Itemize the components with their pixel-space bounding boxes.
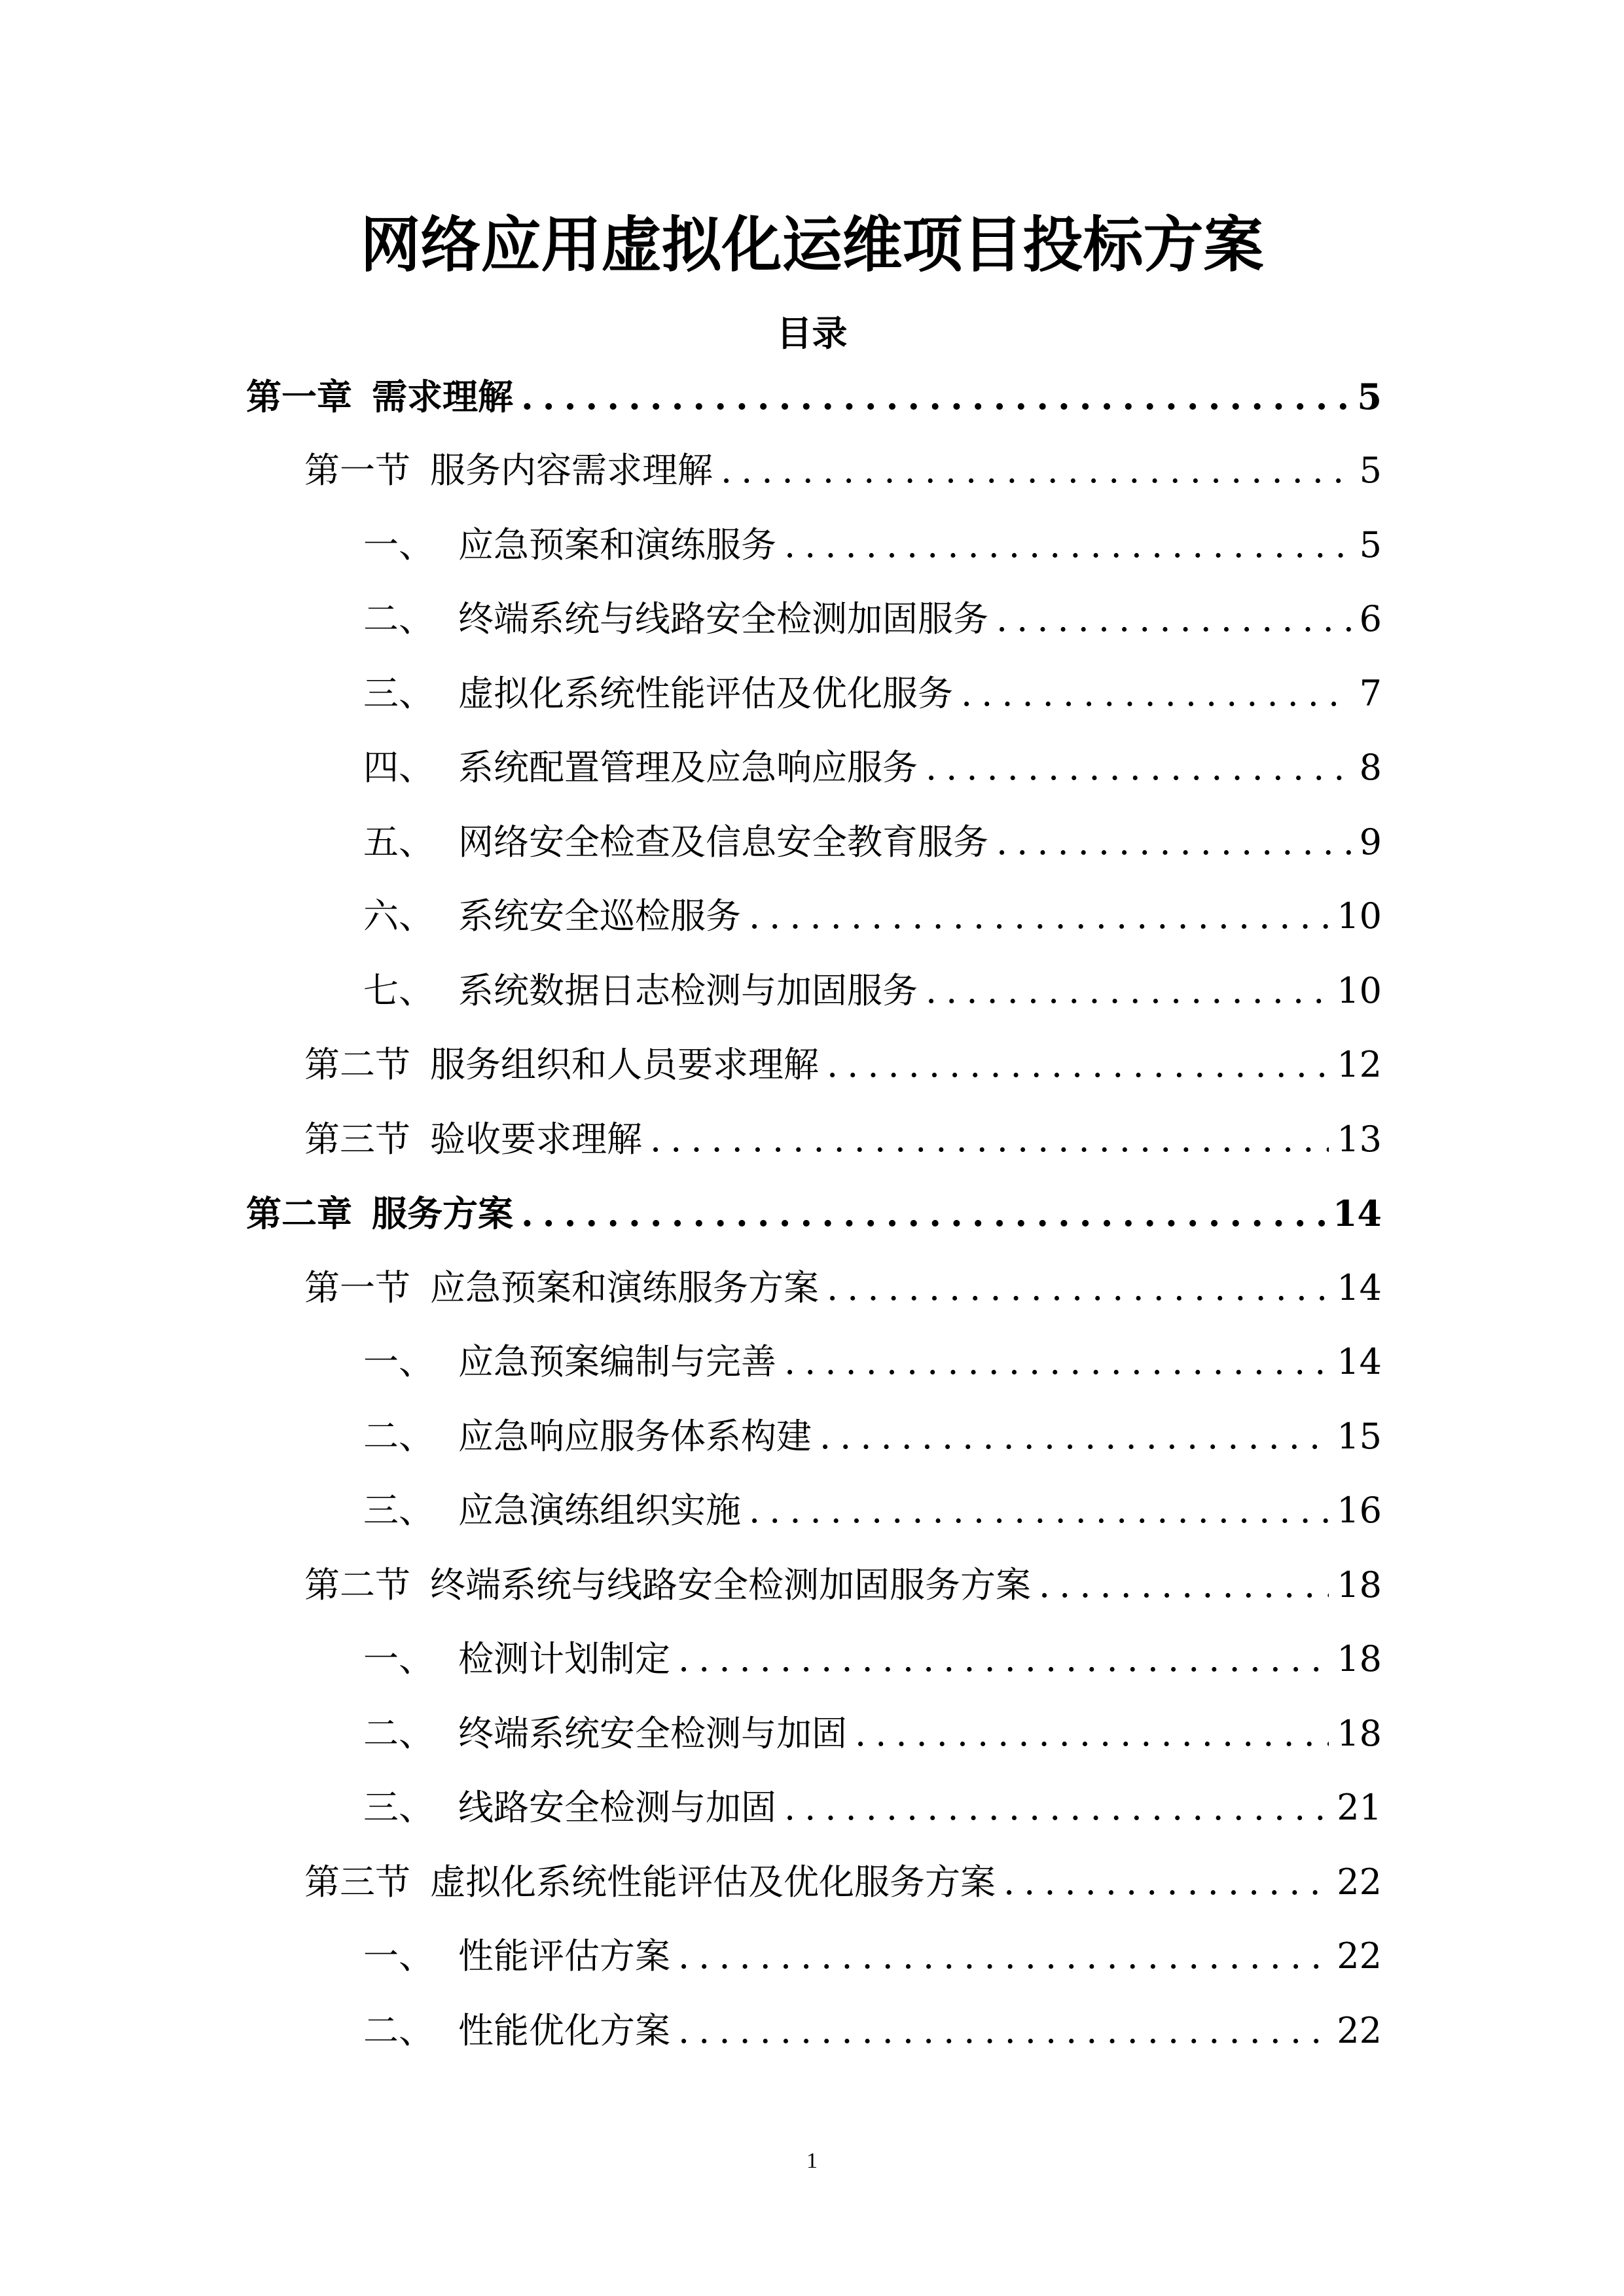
toc-entry-page: 14 [1337, 1267, 1382, 1308]
toc-entry-page: 7 [1359, 673, 1382, 714]
toc-entry-number: 三、 [363, 1787, 434, 1828]
toc-entry-page: 22 [1337, 2010, 1382, 2051]
toc-leader-dots [820, 1404, 1329, 1469]
toc-leader-dots [961, 661, 1352, 726]
toc-entry-subsection[interactable] [363, 810, 1382, 875]
toc-entry-number: 一、 [363, 1638, 434, 1679]
toc-leader-dots [749, 1478, 1329, 1543]
toc-entry-page: 5 [1359, 524, 1382, 565]
toc-entry-number: 七、 [363, 970, 434, 1011]
toc-entry-number: 五、 [363, 821, 434, 863]
toc-leader-dots [749, 884, 1329, 949]
toc-entry-number: 第二章 [246, 1193, 352, 1234]
toc-entry-page: 21 [1337, 1787, 1382, 1828]
toc-entry-number: 第一节 [304, 1267, 410, 1308]
toc-entry-title: 服务组织和人员要求理解 [430, 1044, 819, 1085]
toc-leader-dots [678, 1626, 1329, 1692]
toc-leader-dots [784, 1329, 1329, 1395]
toc-entry-section[interactable] [304, 1255, 1382, 1321]
toc-entry-page: 10 [1337, 895, 1382, 937]
toc-entry-page: 6 [1359, 598, 1382, 639]
toc-entry-title: 终端系统与线路安全检测加固服务方案 [430, 1564, 1031, 1605]
toc-entry-page: 5 [1357, 376, 1382, 418]
toc-leader-dots [521, 1181, 1325, 1246]
toc-entry-section[interactable] [304, 1032, 1382, 1098]
toc-entry-section[interactable] [304, 1552, 1382, 1618]
toc-leader-dots [827, 1032, 1329, 1098]
toc-leader-dots [1039, 1552, 1329, 1618]
toc-entry-page: 22 [1337, 1935, 1382, 1977]
toc-entry-number: 二、 [363, 2010, 434, 2051]
toc-entry-title: 服务方案 [372, 1193, 513, 1234]
toc-entry-page: 8 [1359, 747, 1382, 788]
toc-entry-section[interactable] [304, 438, 1382, 503]
toc-entry-number: 一、 [363, 524, 434, 565]
toc-entry-title: 系统配置管理及应急响应服务 [458, 747, 918, 788]
toc-leader-dots [784, 1775, 1329, 1840]
toc-entry-title: 检测计划制定 [458, 1638, 670, 1679]
toc-entry-number: 六、 [363, 895, 434, 937]
toc-entry-number: 四、 [363, 747, 434, 788]
toc-entry-subsection[interactable] [363, 1404, 1382, 1469]
toc-entry-number: 第一节 [304, 450, 410, 491]
toc-entry-number: 第三节 [304, 1861, 410, 1903]
toc-entry-number: 二、 [363, 1416, 434, 1457]
toc-entry-page: 14 [1332, 1193, 1382, 1234]
toc-leader-dots [827, 1255, 1329, 1321]
toc-leader-dots [926, 958, 1329, 1024]
toc-leader-dots [650, 1107, 1329, 1172]
toc-entry-title: 网络安全检查及信息安全教育服务 [458, 821, 988, 863]
toc-entry-page: 13 [1337, 1119, 1382, 1160]
toc-entry-number: 三、 [363, 1490, 434, 1531]
toc-entry-title: 应急演练组织实施 [458, 1490, 741, 1531]
toc-entry-page: 12 [1337, 1044, 1382, 1085]
toc-entry-page: 10 [1337, 970, 1382, 1011]
toc-leader-dots [855, 1701, 1329, 1767]
toc-entry-subsection[interactable] [363, 1478, 1382, 1543]
toc-entry-number: 第二节 [304, 1044, 410, 1085]
toc-entry-page: 15 [1337, 1416, 1382, 1457]
toc-entry-page: 18 [1337, 1638, 1382, 1679]
toc-entry-title: 验收要求理解 [430, 1119, 642, 1160]
toc-entry-page: 22 [1337, 1861, 1382, 1903]
toc-entry-title: 性能评估方案 [458, 1935, 670, 1977]
toc-entry-subsection[interactable] [363, 1701, 1382, 1767]
toc-entry-title: 终端系统安全检测与加固 [458, 1713, 847, 1754]
toc-entry-subsection[interactable] [363, 1924, 1382, 1989]
toc-entry-number: 二、 [363, 1713, 434, 1754]
toc-leader-dots [678, 1924, 1329, 1989]
page-number: 1 [806, 2149, 818, 2173]
toc-leader-dots [721, 438, 1352, 503]
toc-entry-page: 18 [1337, 1713, 1382, 1754]
document-title: 网络应用虚拟化运维项目投标方案 [360, 210, 1264, 280]
toc-entry-title: 应急响应服务体系构建 [458, 1416, 812, 1457]
toc-entry-number: 三、 [363, 673, 434, 714]
toc-heading: 目录 [776, 313, 848, 354]
toc-leader-dots [784, 512, 1352, 578]
toc-entry-page: 18 [1337, 1564, 1382, 1605]
toc-entry-number: 第二节 [304, 1564, 410, 1605]
toc-leader-dots [521, 364, 1349, 429]
toc-leader-dots [678, 1998, 1329, 2064]
toc-entry-section[interactable] [304, 1107, 1382, 1172]
toc-entry-title: 线路安全检测与加固 [458, 1787, 776, 1828]
toc-entry-subsection[interactable] [363, 661, 1382, 726]
toc-entry-number: 第一章 [246, 376, 352, 418]
toc-entry-page: 16 [1337, 1490, 1382, 1531]
toc-entry-subsection[interactable] [363, 884, 1382, 949]
toc-entry-subsection[interactable] [363, 1329, 1382, 1395]
toc-leader-dots [1003, 1850, 1329, 1915]
toc-leader-dots [996, 810, 1352, 875]
toc-entry-page: 5 [1359, 450, 1382, 491]
toc-leader-dots [926, 735, 1352, 800]
toc-entry-title: 终端系统与线路安全检测加固服务 [458, 598, 988, 639]
toc-entry-title: 应急预案编制与完善 [458, 1341, 776, 1382]
toc-entry-number: 二、 [363, 598, 434, 639]
toc-entry-title: 性能优化方案 [458, 2010, 670, 2051]
toc-entry-subsection[interactable] [363, 1775, 1382, 1840]
toc-entry-title: 应急预案和演练服务方案 [430, 1267, 819, 1308]
toc-entry-subsection[interactable] [363, 586, 1382, 652]
toc-entry-page: 14 [1337, 1341, 1382, 1382]
toc-entry-number: 一、 [363, 1341, 434, 1382]
toc-entry-subsection[interactable] [363, 1998, 1382, 2064]
toc-entry-title: 系统安全巡检服务 [458, 895, 741, 937]
toc-entry-number: 第三节 [304, 1119, 410, 1160]
toc-entry-page: 9 [1359, 821, 1382, 863]
toc-entry-subsection[interactable] [363, 512, 1382, 578]
toc-entry-chapter-1[interactable] [246, 364, 1382, 429]
toc-entry-title: 应急预案和演练服务 [458, 524, 776, 565]
toc-entry-title: 服务内容需求理解 [430, 450, 713, 491]
toc-entry-chapter-2[interactable] [246, 1181, 1382, 1246]
toc-entry-subsection[interactable] [363, 1626, 1382, 1692]
toc-entry-subsection[interactable] [363, 735, 1382, 800]
toc-entry-title: 虚拟化系统性能评估及优化服务 [458, 673, 953, 714]
toc-entry-section[interactable] [304, 1850, 1382, 1915]
toc-entry-title: 系统数据日志检测与加固服务 [458, 970, 918, 1011]
toc-entry-title: 需求理解 [372, 376, 513, 418]
toc-entry-title: 虚拟化系统性能评估及优化服务方案 [430, 1861, 996, 1903]
toc-leader-dots [996, 586, 1352, 652]
toc-entry-number: 一、 [363, 1935, 434, 1977]
toc-entry-subsection[interactable] [363, 958, 1382, 1024]
